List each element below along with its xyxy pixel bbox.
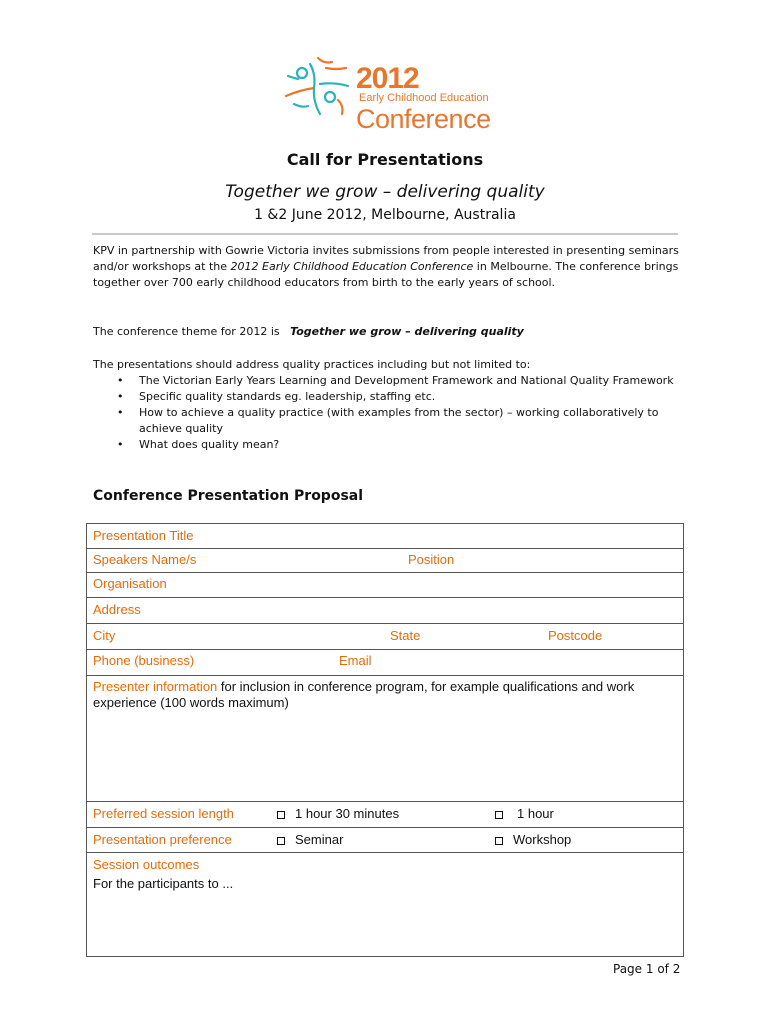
conference-logo [280,48,510,138]
phone-row[interactable] [87,650,683,676]
topics-list [93,373,683,453]
city-label: City [93,628,116,643]
presentation-title-label: Presentation Title [93,528,194,543]
logo-subtitle: Early Childhood Education [359,92,489,104]
page-number: Page 1 of 2 [613,962,681,976]
address-label: Address [93,602,141,617]
address-row[interactable] [87,598,683,624]
event-dates: 1 &2 June 2012, Melbourne, Australia [254,207,516,223]
length-90min-checkbox[interactable] [277,811,285,819]
header-divider [92,233,678,235]
presenter-info-label: Presenter information [93,679,218,694]
presenter-info-desc: for inclusion in conference program, for example qualifications and work experience (100 words maximum) [93,679,635,710]
position-label: Position [408,552,455,567]
page-tagline: Together we grow – delivering quality [225,182,545,202]
length-90min-label: 1 hour 30 minutes [295,806,400,821]
session-length-row [87,802,683,828]
session-outcomes-label: Session outcomes [93,857,200,872]
session-length-label: Preferred session length [93,806,234,821]
topics-lead: The presentations should address quality practices including but not limited to: [93,358,531,371]
organisation-row[interactable] [87,573,683,598]
list-item: • The Victorian Early Years Learning and Development Framework and National Quality Framework [93,373,683,389]
seminar-label: Seminar [295,832,344,847]
seminar-checkbox[interactable] [277,837,285,845]
presentation-title-row[interactable] [87,524,683,549]
length-60min-checkbox[interactable] [495,811,503,819]
postcode-label: Postcode [548,628,603,643]
figures-logo-icon [280,48,358,118]
theme-value: Together we grow – delivering quality [290,325,524,338]
intro-text-1: KPV in partnership with Gowrie Victoria invites submissions from people interested in presenting seminars and/or workshops at the [93,244,679,273]
session-outcomes-row[interactable] [87,853,683,956]
presentation-preference-row [87,828,683,853]
intro-paragraph [93,243,683,291]
logo-year: 2012 [356,62,419,95]
email-label: Email [339,653,372,668]
list-item: • How to achieve a quality practice (with examples from the sector) – working collaboratively to achieve quality [93,405,683,437]
workshop-label: Workshop [513,832,572,847]
organisation-label: Organisation [93,576,167,591]
list-item: • What does quality mean? [93,437,683,453]
workshop-checkbox[interactable] [495,837,503,845]
intro-conference-name: 2012 Early Childhood Education Conference [230,260,474,273]
presentation-preference-label: Presentation preference [93,832,232,847]
state-label: State [390,628,421,643]
presenter-info-row[interactable] [87,676,683,802]
proposal-form [86,523,684,957]
speakers-row[interactable] [87,549,683,573]
length-60min-label: 1 hour [517,806,554,821]
proposal-heading: Conference Presentation Proposal [93,488,364,504]
logo-word: Conference [356,104,491,134]
speakers-label: Speakers Name/s [93,552,197,567]
page-title: Call for Presentations [286,150,484,169]
theme-label: The conference theme for 2012 is [93,325,280,338]
presenter-info-text [93,679,677,711]
intro-text-2: in Melbourne. The conference brings together over 700 early childhood educators from birth to the early years of school. [93,260,679,289]
session-outcomes-text: For the participants to ... [93,876,234,891]
phone-label: Phone (business) [93,653,195,668]
theme-line [93,324,683,340]
list-item: • Specific quality standards eg. leadership, staffing etc. [93,389,683,405]
city-row[interactable] [87,624,683,650]
